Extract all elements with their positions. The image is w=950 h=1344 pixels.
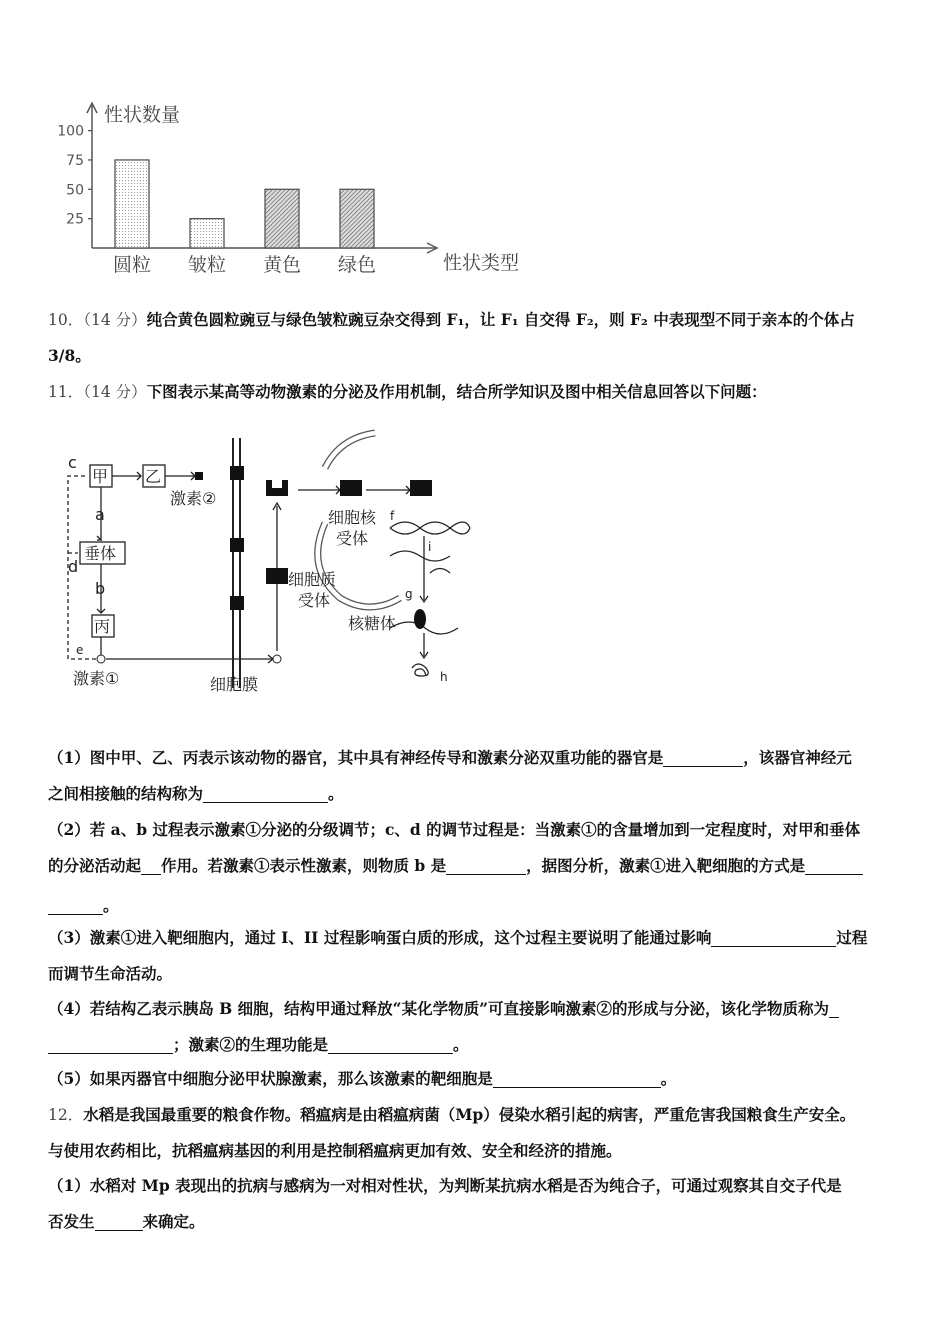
label-d: d: [68, 557, 79, 576]
bar-2: [265, 189, 299, 248]
trait-bar-chart: [40, 95, 560, 290]
bar-0: [115, 160, 149, 248]
q11-p3-line1: （3）激素①进入靶细胞内，通过 I、II 过程影响蛋白质的形成，这个过程主要说明了能通过影响 过程: [48, 928, 868, 947]
blank[interactable]: [141, 858, 161, 875]
label-b: b: [95, 579, 106, 598]
blank[interactable]: [446, 858, 526, 875]
blank[interactable]: [48, 1037, 173, 1054]
label-yi: 乙: [145, 467, 162, 486]
blank[interactable]: [711, 930, 836, 947]
q11-number: 11．: [48, 383, 84, 401]
category-label: 绿色: [337, 254, 377, 276]
label-hormone2: 激素②: [170, 489, 217, 508]
q11-p5: （5）如果丙器官中细胞分泌甲状腺激素，那么该激素的靶细胞是 。: [48, 1069, 677, 1088]
label-f: f: [390, 509, 395, 523]
y-tick-label: 50: [66, 182, 84, 199]
q11-p3-line2: 而调节生命活动。: [48, 964, 173, 983]
label-ribosome: 核糖体: [348, 614, 397, 633]
label-c: c: [68, 453, 77, 472]
category-label: 黄色: [262, 254, 302, 276]
label-i: i: [428, 540, 432, 554]
label-cyto-receptor-1: 细胞质: [288, 570, 337, 589]
label-nuc-receptor-2: 受体: [336, 529, 369, 548]
label-g: g: [405, 587, 413, 601]
y-axis-label: 性状数量: [104, 104, 181, 126]
blank[interactable]: [48, 898, 103, 915]
q12-number: 12．: [48, 1106, 84, 1124]
hormone-mechanism-diagram: [40, 428, 510, 708]
label-a: a: [95, 505, 105, 524]
category-label: 皱粒: [187, 254, 227, 276]
label-chuiti: 垂体: [84, 544, 117, 563]
q12-line1: 12．水稻是我国最重要的粮食作物。稻瘟病是由稻瘟病菌（Mp）侵染水稻引起的病害，严重危害我国粮食生产安全。: [48, 1105, 856, 1124]
q11-p2-line1: （2）若 a、b 过程表示激素①分泌的分级调节；c、d 的调节过程是：当激素①的含量增加到一定程度时，对甲和垂体: [48, 820, 861, 839]
y-tick-label: 75: [66, 152, 84, 169]
q11-p1-line2: 之间相接触的结构称为 。: [48, 784, 344, 803]
q11-p2-line2: 的分泌活动起 作用。若激素①表示性激素，则物质 b 是 ，据图分析，激素①进入靶细胞的方式是: [48, 855, 863, 877]
q10-number: 10．: [48, 311, 84, 329]
bar-3: [340, 189, 374, 248]
q10-line2: 3/8。: [48, 346, 91, 365]
q10-score: （14 分）: [83, 311, 147, 329]
x-axis-label: 性状类型: [443, 252, 520, 274]
blank[interactable]: [829, 1001, 839, 1018]
y-tick-label: 100: [57, 123, 84, 140]
q12-p1-line1: （1）水稻对 Mp 表现出的抗病与感病为一对相对性状，为判断某抗病水稻是否为纯合子，可通过观察其自交子代是: [48, 1176, 842, 1195]
q12-p1-line2: 否发生 来确定。: [48, 1212, 205, 1231]
label-e: e: [76, 643, 84, 657]
q10-text: 纯合黄色圆粒豌豆与绿色皱粒豌豆杂交得到 F₁，让 F₁ 自交得 F₂，则 F₂ 中表现型不同于亲本的个体占: [146, 310, 855, 329]
category-label: 圆粒: [112, 254, 152, 276]
q11-p2-line3: 。: [48, 895, 119, 917]
blank[interactable]: [95, 1214, 143, 1231]
q11-score: （14 分）: [83, 383, 147, 401]
blank[interactable]: [493, 1071, 661, 1088]
label-nuc-receptor-1: 细胞核: [328, 508, 377, 527]
blank[interactable]: [805, 858, 863, 875]
blank[interactable]: [663, 750, 743, 767]
label-membrane: 细胞膜: [210, 675, 259, 694]
blank[interactable]: [328, 1037, 453, 1054]
label-cyto-receptor-2: 受体: [298, 591, 331, 610]
label-bing: 丙: [94, 617, 111, 636]
label-hormone1: 激素①: [73, 669, 120, 688]
label-jia: 甲: [92, 467, 109, 486]
q11-p1-line1: （1）图中甲、乙、丙表示该动物的器官，其中具有神经传导和激素分泌双重功能的器官是 ，该器官神经元: [48, 748, 852, 767]
q11-p4-line2: ；激素②的生理功能是 。: [48, 1034, 469, 1056]
q12-line2: 与使用农药相比，抗稻瘟病基因的利用是控制稻瘟病更加有效、安全和经济的措施。: [48, 1141, 622, 1160]
blank[interactable]: [203, 786, 328, 803]
y-tick-label: 25: [66, 211, 84, 228]
q11-stem: [48, 381, 767, 403]
q10-line1: [48, 309, 855, 331]
label-h: h: [440, 670, 448, 684]
bar-1: [190, 219, 224, 248]
q11-p4-line1: （4）若结构乙表示胰岛 B 细胞，结构甲通过释放“某化学物质”可直接影响激素②的形成与分泌，该化学物质称为: [48, 998, 839, 1020]
q11-stem-text: 下图表示某高等动物激素的分泌及作用机制，结合所学知识及图中相关信息回答以下问题：: [146, 382, 767, 401]
